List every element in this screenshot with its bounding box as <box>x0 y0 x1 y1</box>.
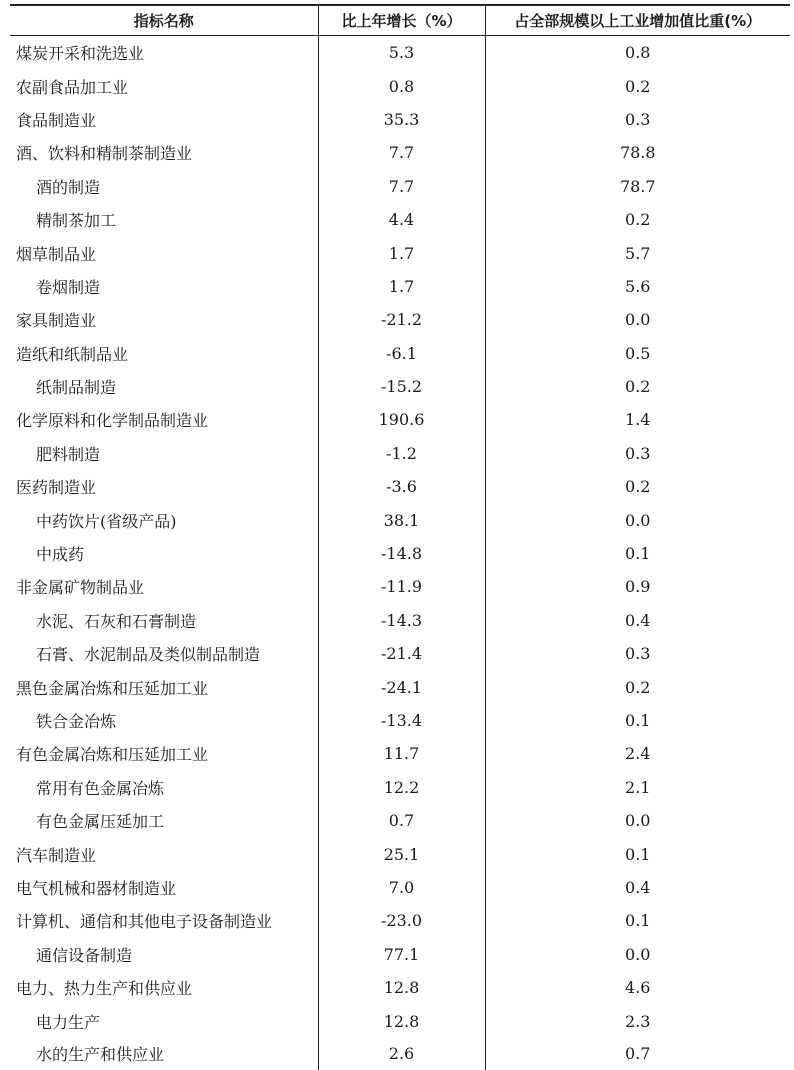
share-cell: 0.3 <box>625 644 651 664</box>
indicator-name-cell: 水的生产和供应业 <box>36 1045 165 1065</box>
share-cell: 2.1 <box>625 777 651 797</box>
share-cell: 5.7 <box>625 243 651 263</box>
growth-cell: -21.2 <box>318 303 485 336</box>
table-row <box>10 437 790 470</box>
indicator-name-cell: 铁合金冶炼 <box>36 712 117 731</box>
growth-cell: 2.6 <box>318 1038 485 1070</box>
growth-cell: 0.7 <box>318 804 485 837</box>
table-row <box>10 270 790 303</box>
table-row <box>10 370 790 403</box>
indicator-name-cell: 中成药 <box>36 545 85 565</box>
table-row <box>10 337 790 370</box>
indicator-name-cell: 有色金属压延加工 <box>36 812 165 832</box>
table-row <box>10 938 790 971</box>
growth-cell: 11.7 <box>318 737 485 770</box>
share-cell: 78.8 <box>619 143 656 163</box>
table-body <box>10 36 790 1070</box>
table-row <box>10 570 790 603</box>
growth-cell: 25.1 <box>318 837 485 870</box>
indicator-name-cell: 水泥、石灰和石膏制造 <box>36 611 197 631</box>
header-row <box>10 5 790 36</box>
growth-cell: -21.4 <box>318 637 485 670</box>
indicator-name-cell: 酒、饮料和精制茶制造业 <box>16 144 193 164</box>
growth-cell: -14.3 <box>318 604 485 637</box>
growth-cell: -3.6 <box>318 470 485 503</box>
table-row <box>10 737 790 770</box>
table-row <box>10 771 790 804</box>
growth-cell: 35.3 <box>318 103 485 136</box>
table-row <box>10 36 790 70</box>
share-cell: 0.9 <box>625 577 651 597</box>
indicator-name-cell: 煤炭开采和洗选业 <box>16 44 145 64</box>
growth-cell: -15.2 <box>318 370 485 403</box>
indicator-name-cell: 化学原料和化学制品制造业 <box>16 411 209 431</box>
table-row <box>10 236 790 269</box>
growth-cell: 12.8 <box>318 1004 485 1037</box>
table-row <box>10 503 790 536</box>
table-row <box>10 537 790 570</box>
share-cell: 4.6 <box>625 978 651 998</box>
growth-cell: 1.7 <box>318 236 485 269</box>
indicator-name-cell: 家具制造业 <box>16 311 97 331</box>
table-row <box>10 303 790 336</box>
share-cell: 0.1 <box>625 844 651 864</box>
share-cell: 0.0 <box>625 944 651 964</box>
indicator-name-cell: 纸制品制造 <box>36 378 117 398</box>
share-cell: 0.8 <box>625 43 651 63</box>
growth-cell: 77.1 <box>318 938 485 971</box>
growth-cell: -13.4 <box>318 704 485 737</box>
growth-cell: -24.1 <box>318 670 485 703</box>
share-cell: 0.0 <box>625 811 651 831</box>
table-row <box>10 170 790 203</box>
indicator-name-cell: 常用有色金属冶炼 <box>36 778 165 798</box>
share-cell: 5.6 <box>625 276 651 296</box>
share-cell: 0.2 <box>625 477 651 497</box>
share-cell: 0.4 <box>625 610 651 630</box>
share-cell: 0.1 <box>625 711 651 730</box>
indicator-name-cell: 电力、热力生产和供应业 <box>16 979 193 999</box>
indicator-name-cell: 农副食品加工业 <box>16 77 129 97</box>
share-cell: 0.5 <box>625 343 651 363</box>
indicator-name-cell: 精制茶加工 <box>36 211 117 231</box>
indicator-name-cell: 酒的制造 <box>36 177 101 197</box>
growth-cell: 38.1 <box>318 503 485 536</box>
table-row <box>10 871 790 904</box>
share-cell: 2.4 <box>625 744 651 764</box>
indicator-name-cell: 医药制造业 <box>16 478 97 498</box>
table-row <box>10 203 790 236</box>
share-cell: 0.2 <box>625 677 651 697</box>
growth-cell: 4.4 <box>318 203 485 236</box>
table-row <box>10 837 790 870</box>
share-cell: 0.0 <box>625 310 651 330</box>
header-indicator-name: 指标名称 <box>10 5 318 36</box>
indicator-name-cell: 卷烟制造 <box>36 277 101 297</box>
indicator-name-cell: 中药饮片(省级产品) <box>36 511 177 531</box>
growth-cell: 7.7 <box>318 170 485 203</box>
share-cell: 0.2 <box>625 210 651 230</box>
table-row <box>10 136 790 169</box>
indicator-name-cell: 汽车制造业 <box>16 845 97 865</box>
table-header <box>10 5 790 36</box>
table-row <box>10 604 790 637</box>
indicator-name-cell: 造纸和纸制品业 <box>16 344 129 364</box>
table-row <box>10 403 790 436</box>
table-row <box>10 670 790 703</box>
growth-cell: 12.2 <box>318 771 485 804</box>
share-cell: 0.3 <box>625 443 651 463</box>
share-cell: 0.7 <box>625 1044 651 1064</box>
growth-cell: 5.3 <box>318 36 485 70</box>
share-cell: 0.2 <box>625 377 651 397</box>
header-share: 占全部规模以上工业增加值比重(%） <box>485 5 790 36</box>
indicator-name-cell: 黑色金属冶炼和压延加工业 <box>16 678 209 698</box>
indicator-name-cell: 有色金属冶炼和压延加工业 <box>16 745 209 765</box>
share-cell: 0.3 <box>625 109 651 129</box>
header-growth: 比上年增长（%） <box>318 5 485 36</box>
growth-cell: -11.9 <box>318 570 485 603</box>
indicator-name-cell: 食品制造业 <box>16 110 97 130</box>
growth-cell: -6.1 <box>318 337 485 370</box>
growth-cell: 190.6 <box>318 403 485 436</box>
share-cell: 0.2 <box>625 76 651 96</box>
growth-cell: 1.7 <box>318 270 485 303</box>
indicator-name-cell: 电力生产 <box>36 1012 101 1032</box>
table-row <box>10 470 790 503</box>
table-row <box>10 804 790 837</box>
table-row <box>10 904 790 937</box>
growth-cell: 7.0 <box>318 871 485 904</box>
share-cell: 2.3 <box>625 1011 651 1031</box>
table-row <box>10 69 790 102</box>
growth-cell: 7.7 <box>318 136 485 169</box>
share-cell: 0.1 <box>625 544 651 564</box>
table-row <box>10 1004 790 1037</box>
indicator-name-cell: 石膏、水泥制品及类似制品制造 <box>36 645 261 665</box>
growth-cell: 12.8 <box>318 971 485 1004</box>
indicator-name-cell: 非金属矿物制品业 <box>16 578 145 598</box>
table-row <box>10 103 790 136</box>
share-cell: 0.0 <box>625 510 651 530</box>
table-row <box>10 971 790 1004</box>
indicator-name-cell: 肥料制造 <box>36 444 101 464</box>
growth-cell: -23.0 <box>318 904 485 937</box>
share-cell: 1.4 <box>625 410 651 430</box>
indicator-name-cell: 计算机、通信和其他电子设备制造业 <box>16 912 273 932</box>
growth-cell: -14.8 <box>318 537 485 570</box>
table-row <box>10 1038 790 1070</box>
industry-table <box>10 4 790 1070</box>
indicator-name-cell: 电气机械和器材制造业 <box>16 878 177 898</box>
growth-cell: -1.2 <box>318 437 485 470</box>
indicator-name-cell: 烟草制品业 <box>16 244 97 264</box>
share-cell: 0.1 <box>625 911 651 931</box>
table-row <box>10 637 790 670</box>
share-cell: 78.7 <box>619 176 656 196</box>
share-cell: 0.4 <box>625 877 651 897</box>
indicator-name-cell: 通信设备制造 <box>36 945 133 965</box>
growth-cell: 0.8 <box>318 69 485 102</box>
table-row <box>10 704 790 737</box>
